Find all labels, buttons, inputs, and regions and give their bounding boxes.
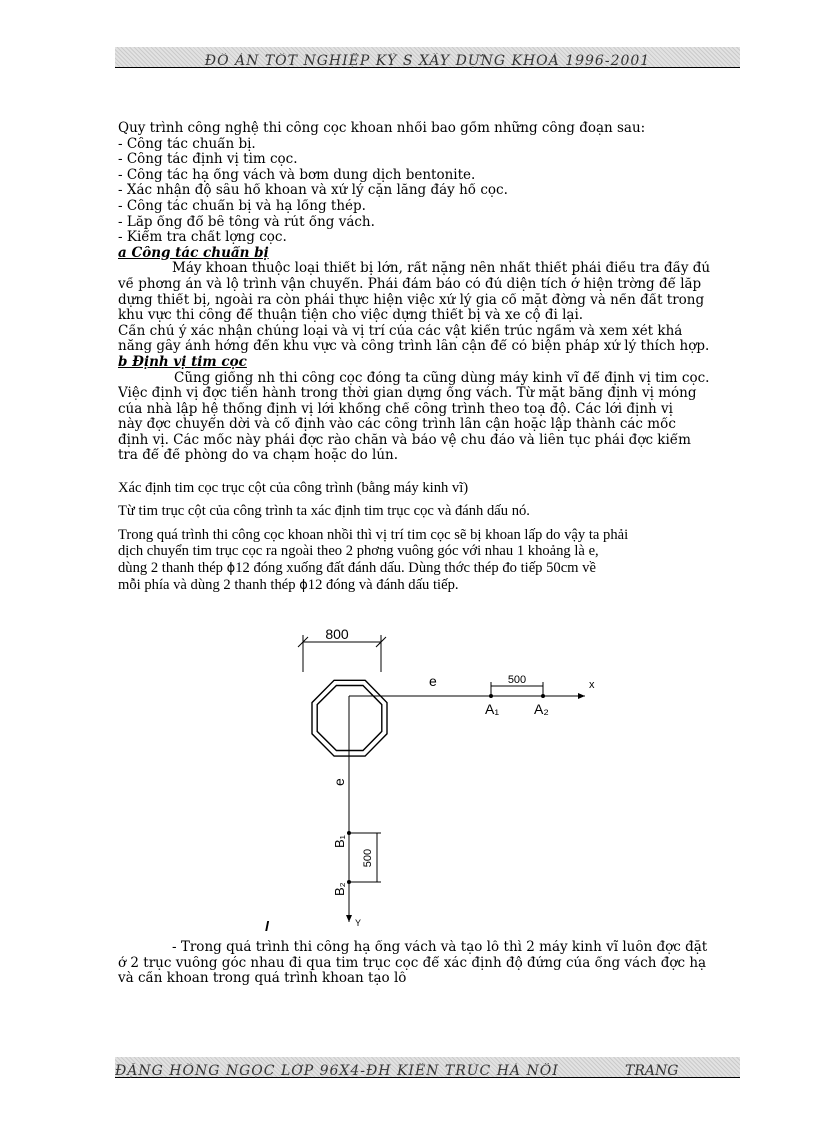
- marker-a1-label: A₁: [485, 701, 500, 717]
- offset-e-vertical-label: e: [331, 778, 347, 786]
- closing-line: và cần khoan trong quá trình khoan tạo lỗ: [118, 971, 407, 987]
- section-a-line: khu vực thi công để thuận tiện cho việc dựng thiết bị và xe cộ đi lại.: [118, 308, 584, 324]
- marker-a2-point: [541, 694, 545, 698]
- page-header-title: ĐỒ ÁN TỐT NGHIỆP KỸ S XÂY DỰNG KHOÁ 1996-2001: [204, 53, 651, 69]
- step-item: - Kiểm tra chất lợng cọc.: [118, 230, 287, 246]
- axis-paragraph-1: Xác định tim cọc trục cột của công trình (bằng máy kinh vĩ): [118, 480, 469, 496]
- marker-b1-point: [347, 831, 351, 835]
- section-a-line: Cần chú ý xác nhận chủng loại và vị trí của các vật kiến trúc ngầm và xem xét khả: [118, 323, 683, 339]
- marker-b2-label: B₂: [332, 882, 347, 896]
- section-b-line: định vị. Các mốc này phải đợc rào chắn và bảo vệ chu đáo và liên tục phải đợc kiểm: [118, 432, 691, 448]
- axis-paragraph-3-line: [118, 577, 740, 594]
- text-run: dùng 2 thanh thép: [118, 559, 227, 576]
- closing-line: - Trong quá trình thi công hạ ống vách và tạo lỗ thì 2 máy kinh vĩ luôn đợc đặt: [172, 940, 708, 955]
- section-a-line: về phơng án và lộ trình vận chuyển. Phải đảm bảo có đủ diện tích ở hiện trờng để lắp: [118, 276, 702, 292]
- section-a-line: dựng thiết bị, ngoài ra còn phải thực hiện việc xử lý gia cố mặt đờng và nền đất trong: [118, 292, 705, 308]
- text-run: 12 đóng xuống đất đánh dấu. Dùng thớc thép đo tiếp 50cm về: [235, 559, 596, 576]
- section-b-line: này đợc chuyển dời và cố định vào các công trình lân cận hoặc lập thành các mốc: [118, 417, 676, 433]
- text-run: 12 đóng và đánh dấu tiếp.: [307, 577, 459, 594]
- document-body: [118, 121, 740, 464]
- step-item: - Công tác chuẩn bị.: [118, 136, 256, 152]
- marker-a2-label: A₂: [534, 701, 549, 717]
- section-a-heading: a Công tác chuẩn bị: [118, 245, 269, 261]
- section-a-line: Máy khoan thuộc loại thiết bị lớn, rất nặng nên nhất thiết phải điều tra đầy đủ: [172, 261, 711, 277]
- step-item: - Lắp ống đổ bê tông và rút ống vách.: [118, 214, 375, 230]
- marker-a1-point: [489, 694, 493, 698]
- offset-e-horizontal-label: e: [429, 673, 437, 689]
- y-axis-label: Y: [355, 918, 362, 928]
- text-run: mỗi phía và dùng 2 thanh thép: [118, 577, 300, 594]
- horizontal-spacing-label: 500: [507, 674, 527, 686]
- step-item: - Công tác hạ ống vách và bơm dung dịch bentonite.: [118, 167, 476, 183]
- axis-paragraph-3-line: dịch chuyển tim trục cọc ra ngoài theo 2 phơng vuông góc với nhau 1 khoảng là e,: [118, 543, 599, 560]
- footer-page-label: TRANG: [625, 1063, 679, 1079]
- step-item: - Công tác chuẩn bị và hạ lồng thép.: [118, 198, 366, 214]
- section-b-line: Việc định vị đợc tiến hành trong thời gian dựng ống vách. Từ mặt bằng định vị móng: [118, 386, 697, 402]
- phi-symbol: ϕ: [299, 578, 308, 594]
- step-item: - Xác nhận độ sâu hố khoan và xử lý cặn lắng đáy hố cọc.: [118, 183, 508, 199]
- footer-author: ĐẶNG HỒNG NGỌC LỚP 96X4-ĐH KIẾN TRÚC HÀ NỘI: [115, 1063, 559, 1079]
- vertical-spacing-label: 500: [362, 848, 374, 868]
- closing-line: ở 2 trục vuông góc nhau đi qua tim trục cọc để xác định độ đứng của ống vách đợc hạ: [118, 955, 707, 971]
- diameter-label: 800: [325, 626, 349, 642]
- axis-paragraph-3-line: Trong quá trình thi công cọc khoan nhồi thì vị trí tim cọc sẽ bị khoan lấp do vậy ta phải: [118, 526, 629, 543]
- x-axis-label: x: [589, 679, 595, 691]
- marker-b2-point: [347, 880, 351, 884]
- marker-b1-label: B₁: [332, 834, 347, 848]
- section-a-line: năng gây ảnh hởng đến khu vực và công trình lân cận để có biện pháp xử lý thích hợp.: [118, 339, 710, 355]
- intro-lead: Quy trình công nghệ thi công cọc khoan nhồi bao gồm những công đoạn sau:: [118, 121, 646, 136]
- section-b-line: tra để đề phòng do va chạm hoặc do lún.: [118, 448, 398, 464]
- figure-marker: l: [265, 918, 269, 934]
- axis-paragraph-3-line: [118, 560, 740, 577]
- step-item: - Công tác định vị tim cọc.: [118, 152, 298, 168]
- phi-symbol: ϕ: [226, 560, 236, 576]
- axis-offset-text: [118, 480, 740, 594]
- axis-paragraph-2: Từ tim trục cột của công trình ta xác định tim trục cọc và đánh dấu nó.: [118, 503, 530, 520]
- section-b-line: của nhà lập hệ thống định vị lới khống chế công trình theo toạ độ. Các lới định vị: [118, 401, 673, 417]
- closing-paragraph: [118, 940, 740, 987]
- pile-offset-diagram: [255, 620, 615, 935]
- section-b-heading: b Định vị tim cọc: [118, 354, 247, 370]
- section-b-line: Cũng giống nh thi công cọc đóng ta cũng dùng máy kinh vĩ để định vị tim cọc.: [174, 370, 710, 386]
